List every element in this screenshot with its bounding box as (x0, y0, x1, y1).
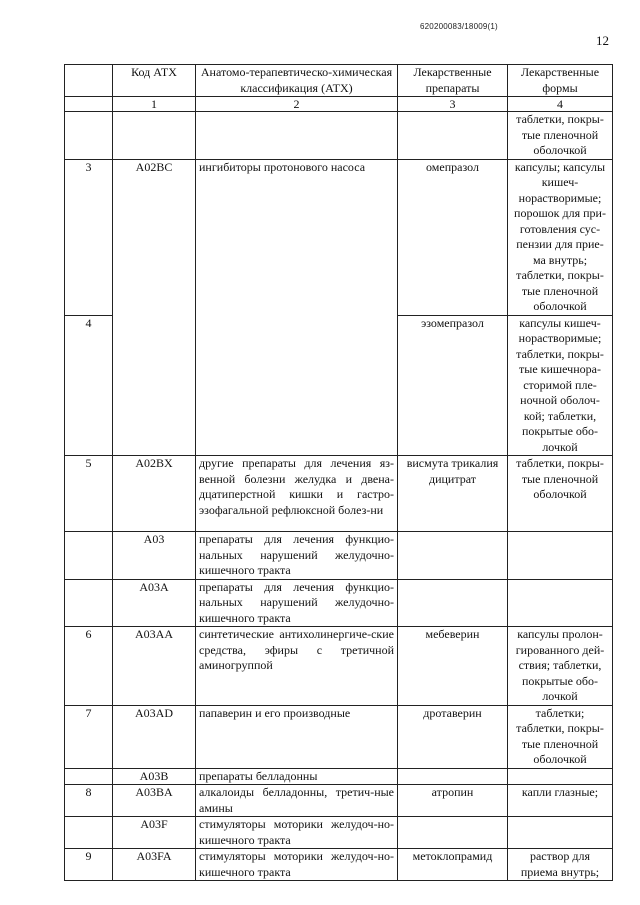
table-row (65, 532, 613, 580)
row-num: 9 (65, 849, 113, 881)
header-name: Анатомо-терапевтическо-химическая классификация (АТХ) (196, 65, 398, 97)
table-row (65, 705, 613, 768)
row-code: A03B (113, 768, 196, 785)
row-drug: мебеверин (398, 627, 508, 706)
row-code: A03AD (113, 705, 196, 768)
row-code: A02BX (113, 456, 196, 532)
row-form: таблетки, покры-тые пленочной оболочкой (508, 456, 613, 532)
row-num (65, 817, 113, 849)
table-header-row (65, 65, 613, 97)
header-code: Код АТХ (113, 65, 196, 97)
row-name: препараты для лечения функцио-нальных нарушений желудочно-кишечного тракта (196, 532, 398, 580)
index-cell (65, 97, 113, 112)
row-code (113, 112, 196, 160)
table-row (65, 159, 613, 315)
header-num (65, 65, 113, 97)
document-id: 620200083/18009(1) (420, 22, 498, 31)
table-row (65, 817, 613, 849)
row-form: таблетки, покры-тые пленочной оболочкой (508, 112, 613, 160)
row-drug (398, 579, 508, 627)
row-code: A03 (113, 532, 196, 580)
row-name: препараты для лечения функцио-нальных нарушений желудочно-кишечного тракта (196, 579, 398, 627)
row-form: капсулы кишеч-норастворимые; таблетки, покры-тые кишечнора-сторимой пле-ночной оболоч-кой; таблетки, покрытые обо-лочкой (508, 315, 613, 456)
row-name: стимуляторы моторики желудоч-но-кишечного тракта (196, 817, 398, 849)
column-index-row (65, 97, 613, 112)
row-num: 3 (65, 159, 113, 315)
row-num: 4 (65, 315, 113, 456)
row-num (65, 532, 113, 580)
row-code: A03FA (113, 849, 196, 881)
row-drug: атропин (398, 785, 508, 817)
row-num (65, 112, 113, 160)
index-cell: 4 (508, 97, 613, 112)
row-drug (398, 817, 508, 849)
row-form (508, 768, 613, 785)
row-name: алкалоиды белладонны, третич-ные амины (196, 785, 398, 817)
table-row (65, 627, 613, 706)
row-drug: метоклопрамид (398, 849, 508, 881)
row-drug (398, 532, 508, 580)
row-code: A03BA (113, 785, 196, 817)
table-row (65, 849, 613, 881)
atx-table (64, 64, 613, 881)
row-name: папаверин и его производные (196, 705, 398, 768)
index-cell: 1 (113, 97, 196, 112)
table-row (65, 768, 613, 785)
header-drug: Лекарственные препараты (398, 65, 508, 97)
row-num: 7 (65, 705, 113, 768)
row-drug: эзомепразол (398, 315, 508, 456)
index-cell: 2 (196, 97, 398, 112)
header-form: Лекарственные формы (508, 65, 613, 97)
table-row (65, 112, 613, 160)
row-drug (398, 112, 508, 160)
table-row (65, 785, 613, 817)
row-form: капли глазные; (508, 785, 613, 817)
index-cell: 3 (398, 97, 508, 112)
row-code: A03A (113, 579, 196, 627)
row-form: капсулы пролон-гированного дей-ствия; таблетки, покрытые обо-лочкой (508, 627, 613, 706)
row-form (508, 817, 613, 849)
page-number: 12 (596, 33, 609, 48)
row-name: стимуляторы моторики желудоч-но-кишечного тракта (196, 849, 398, 881)
row-name: синтетические антихолинергиче-ские средства, эфиры с третичной аминогруппой (196, 627, 398, 706)
row-form (508, 532, 613, 580)
row-drug (398, 768, 508, 785)
row-form: таблетки; таблетки, покры-тые пленочной оболочкой (508, 705, 613, 768)
row-drug: дротаверин (398, 705, 508, 768)
row-num: 6 (65, 627, 113, 706)
row-num: 8 (65, 785, 113, 817)
row-code: A03F (113, 817, 196, 849)
table-row (65, 579, 613, 627)
row-num (65, 579, 113, 627)
row-drug: висмута трикалия дицитрат (398, 456, 508, 532)
row-form: раствор для приема внутрь; (508, 849, 613, 881)
row-num (65, 768, 113, 785)
row-form (508, 579, 613, 627)
row-name: препараты белладонны (196, 768, 398, 785)
row-form: капсулы; капсулы кишеч-норастворимые; порошок для при-готовления сус-пензии для прие-ма внутрь; таблетки, покры-тые пленочной оболочкой (508, 159, 613, 315)
row-num: 5 (65, 456, 113, 532)
row-drug: омепразол (398, 159, 508, 315)
row-name: другие препараты для лечения яз-венной болезни желудка и двена-дцатиперстной кишки и гастро-эзофагальной рефлюксной болез-ни (196, 456, 398, 532)
row-code: A03AA (113, 627, 196, 706)
table-row (65, 456, 613, 532)
row-name: ингибиторы протонового насоса (196, 159, 398, 456)
row-name (196, 112, 398, 160)
row-code: A02BC (113, 159, 196, 456)
